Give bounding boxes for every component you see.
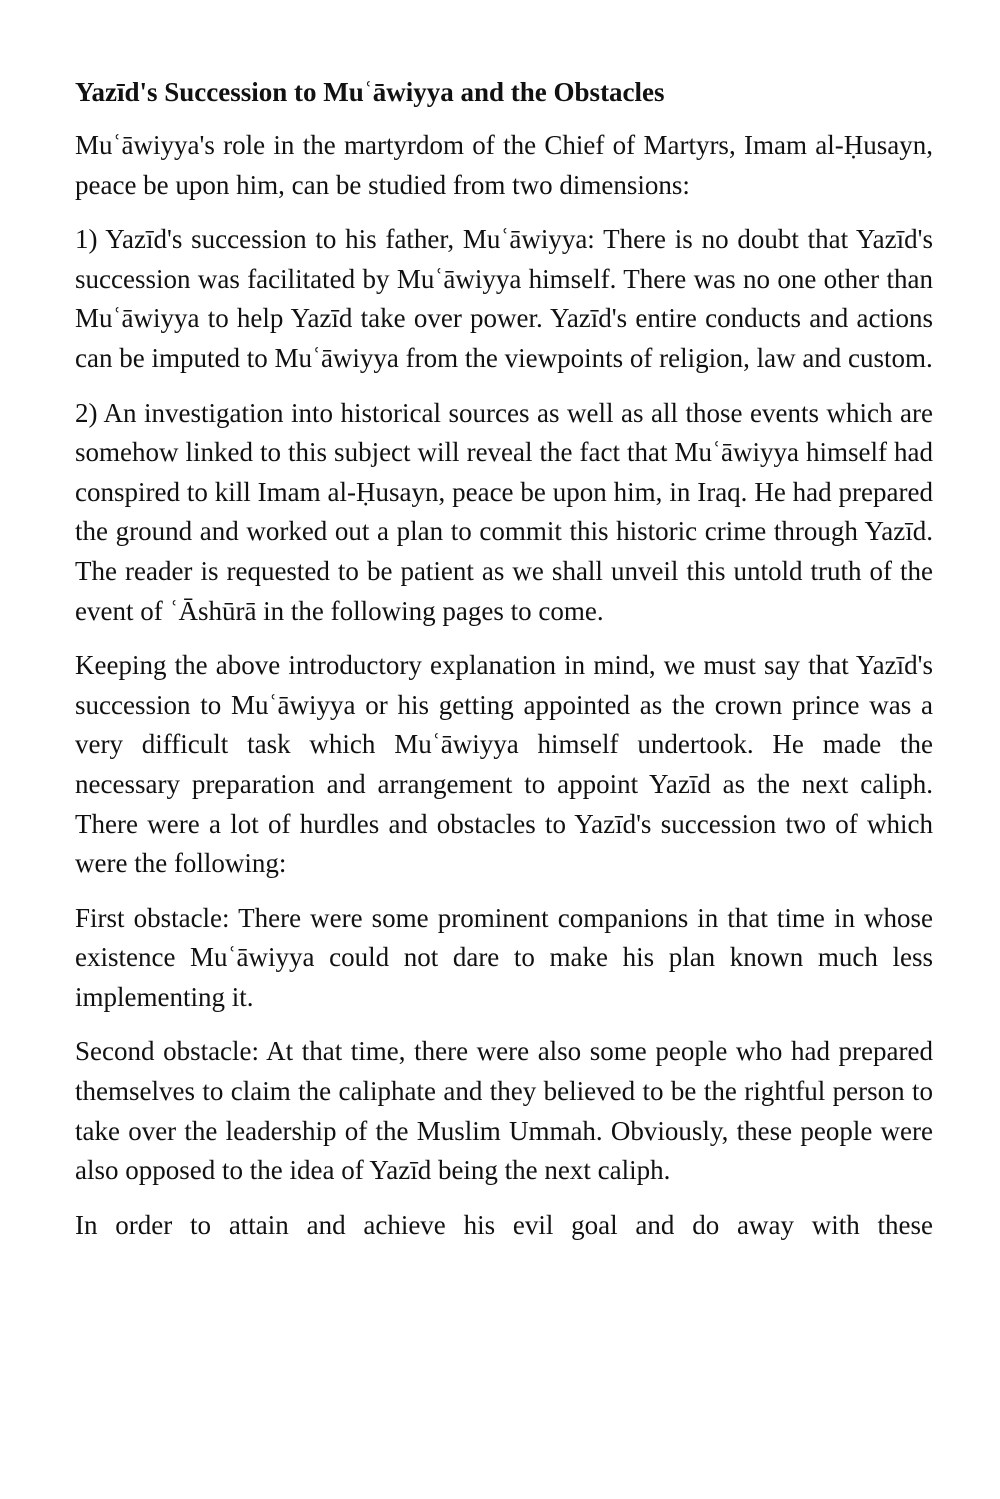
- paragraph-dimension-one: 1) Yazīd's succession to his father, Muʿāwiyya: There is no doubt that Yazīd's succession was facilitated by Muʿāwiyya himself. There was no one other than Muʿāwiyya to help Yazīd take over power. Yazīd's entire conducts and actions can be imputed to Muʿāwiyya from the viewpoints of religion, law and custom.: [75, 224, 933, 373]
- paragraph-dimension-two: 2) An investigation into historical sources as well as all those events which are somehow linked to this subject will reveal the fact that Muʿāwiyya himself had conspired to kill Imam al-Ḥusayn, peace be upon him, in Iraq. He had prepared the ground and worked out a plan to commit this historic crime through Yazīd. The reader is requested to be patient as we shall unveil this untold truth of the event of ʿĀshūrā in the following pages to come.: [75, 397, 933, 626]
- paragraph-intro: Muʿāwiyya's role in the martyrdom of the Chief of Martyrs, Imam al-Ḥusayn, peace be upon him, can be studied from two dimensions:: [75, 130, 933, 200]
- paragraph-first-obstacle: First obstacle: There were some prominent companions in that time in whose existence Muʿāwiyya could not dare to make his plan known much less implementing it.: [75, 902, 933, 1012]
- paragraph-second-obstacle: Second obstacle: At that time, there were also some people who had prepared themselves to claim the caliphate and they believed to be the rightful person to take over the leadership of the Muslim Ummah. Obviously, these people were also opposed to the idea of Yazīd being the next caliph.: [75, 1036, 933, 1186]
- paragraph-succession-task: Keeping the above introductory explanation in mind, we must say that Yazīd's succession to Muʿāwiyya or his getting appointed as the crown prince was a very difficult task which Muʿāwiyya himself undertook. He made the necessary preparation and arrangement to appoint Yazīd as the next caliph. There were a lot of hurdles and obstacles to Yazīd's succession two of which were the following:: [75, 650, 933, 879]
- paragraph-continuation: In order to attain and achieve his evil goal and do away with these: [75, 1209, 933, 1240]
- section-heading: Yazīd's Succession to Muʿāwiyya and the Obstacles: [75, 77, 665, 107]
